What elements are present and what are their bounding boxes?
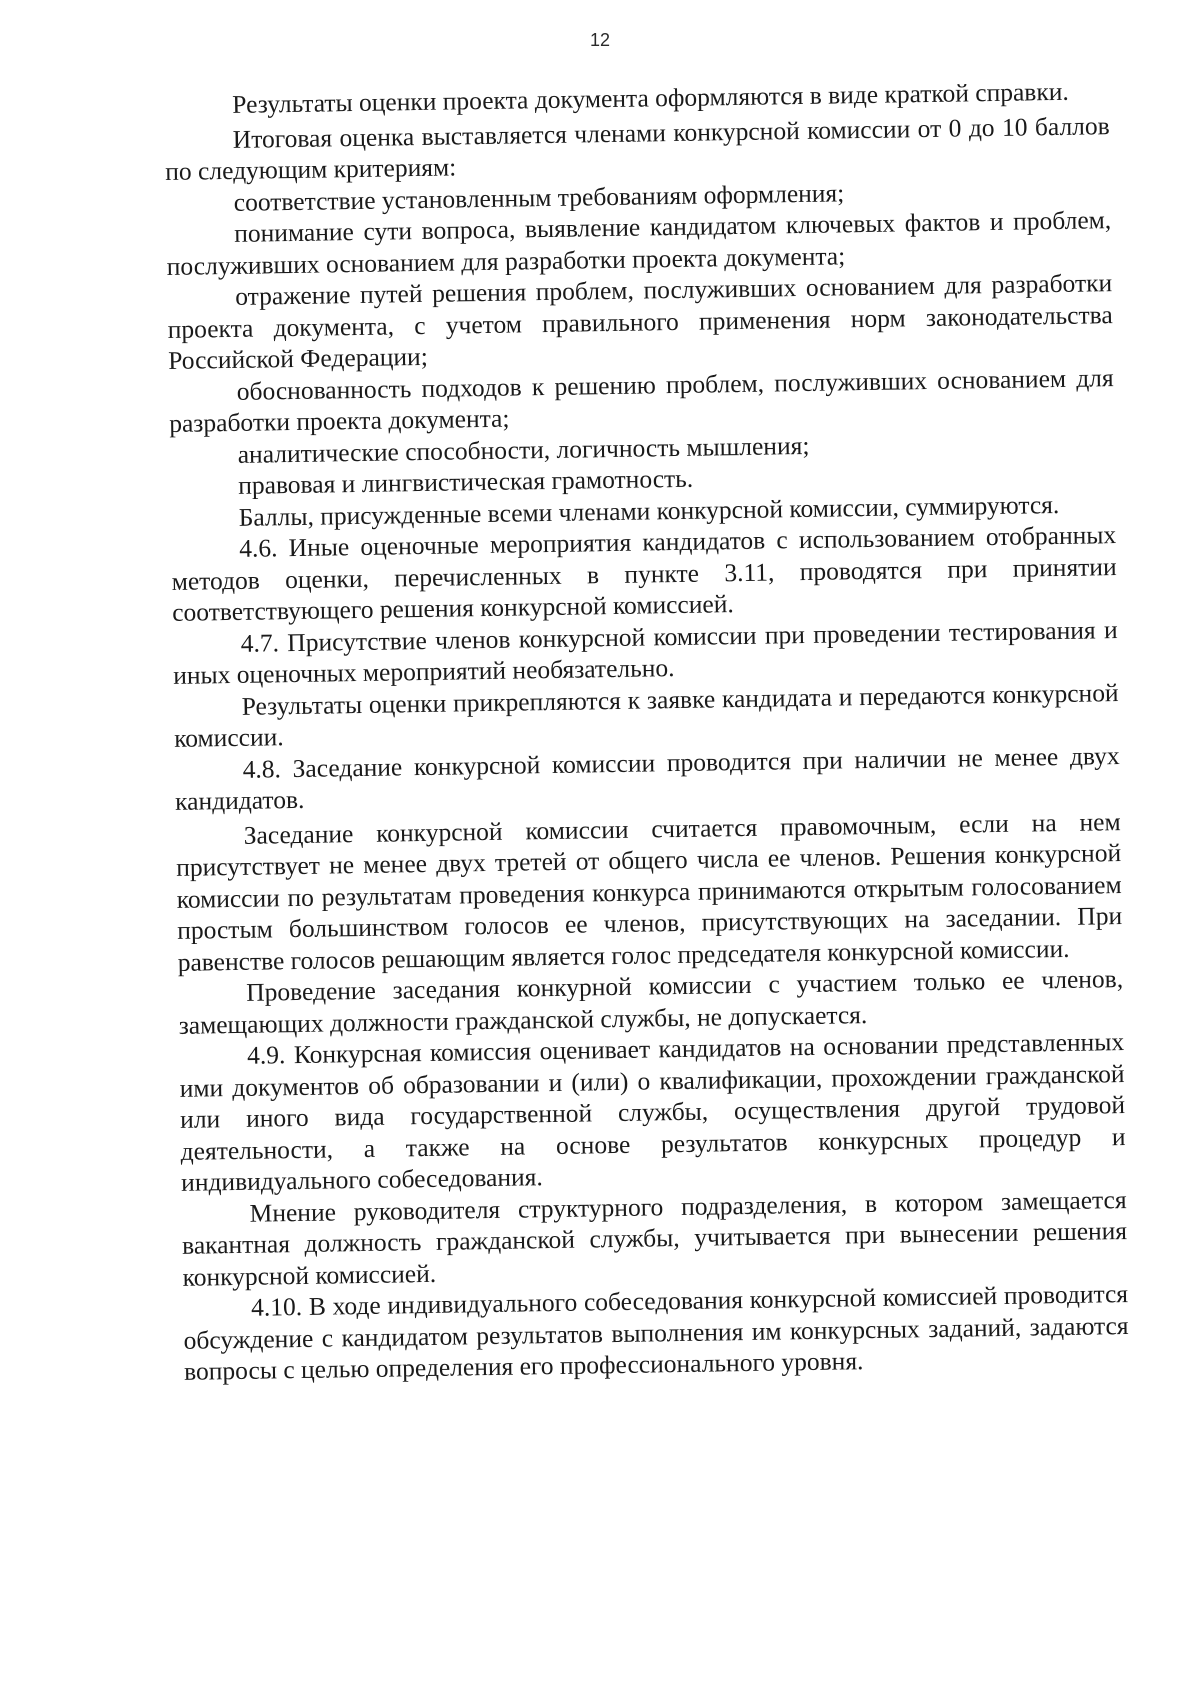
clause-4-9: 4.9. Конкурсная комиссия оценивает кандидатов на основании представленных ими документов об образовании и (или) о квалификации, прохождении гражданской или иного вида государственной службы, осуществления другой трудовой деятельности, а также на основе результатов конкурсных процедур и индивидуального собеседования. [179,1027,1126,1197]
paragraph: Результаты оценки прикрепляются к заявке кандидата и передаются конкурсной комиссии. [173,677,1119,753]
paragraph: Заседание конкурсной комиссии считается правомочным, если на нем присутствует не менее двух третей от общего числа ее членов. Решения конкурсной комиссии по результатам проведения конкурса принимаются открытым голосованием простым большинством голосов ее членов, присутствующих на заседании. При равенстве голосов решающим является голос председателя конкурсной комиссии. [175,806,1123,977]
criteria-item: понимание сути вопроса, выявление кандидатом ключевых фактов и проблем, послуживших основанием для разработки проекта документа; [166,205,1112,281]
criteria-item: соответствие установленным требованиям оформления; [233,177,845,217]
criteria-item: правовая и лингвистическая грамотность. [237,463,694,500]
page-number: 12 [589,30,611,50]
document-body [164,75,1129,1387]
clause-4-10: 4.10. В ходе индивидуального собеседования конкурсной комиссией проводится обсуждение с кандидатом результатов выполнения им конкурсных заданий, задаются вопросы с целью определения его профессионального уровня. [183,1279,1129,1386]
criteria-item: отражение путей решения проблем, послуживших основанием для разработки проекта документа, с учетом правильного применения норм законодательства Российской Федерации; [167,268,1113,375]
clause-4-8: 4.8. Заседание конкурсной комиссии проводится при наличии не менее двух кандидатов. [174,740,1120,816]
criteria-item: обоснованность подходов к решению проблем, послуживших основанием для разработки проекта документа; [169,362,1114,438]
clause-4-7: 4.7. Присутствие членов конкурсной комиссии при проведении тестирования и иных оценочных мероприятий необязательно. [172,614,1118,690]
paragraph: Баллы, присужденные всеми членами конкурсной комиссии, суммируются. [238,489,1060,532]
paragraph: Мнение руководителя структурного подразделения, в котором замещается вакантная должность гражданской службы, учитывается при вынесении решения конкурсной комиссией. [181,1184,1128,1292]
clause-4-6: 4.6. Иные оценочные мероприятия кандидатов с использованием отобранных методов оценки, перечисленных в пункте 3.11, проводятся при принятии соответствующего решения конкурсной комиссией. [171,520,1117,627]
paragraph: Итоговая оценка выставляется членами конкурсной комиссии от 0 до 10 баллов по следующим критериям: [165,110,1110,186]
paragraph: Проведение заседания конкурной комиссии с участием только ее членов, замещающих должности гражданской службы, не допускается. [178,964,1124,1040]
paragraph: Результаты оценки проекта документа оформляются в виде краткой справки. [232,76,1069,119]
criteria-item: аналитические способности, логичность мышления; [237,430,810,469]
